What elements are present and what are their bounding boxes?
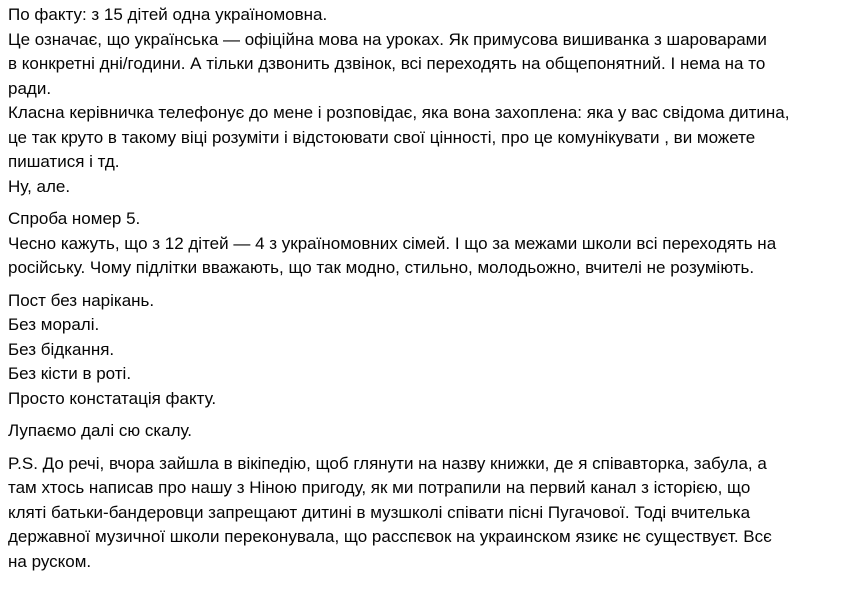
text-line: державної музичної школи переконувала, що расспєвок на украинском язикє нє существуєт. Всє bbox=[8, 527, 772, 546]
text-line: Без моралі. bbox=[8, 315, 100, 334]
text-line: Спроба номер 5. bbox=[8, 209, 141, 228]
text-line: Без кісти в роті. bbox=[8, 364, 132, 383]
text-line: Лупаємо далі сю скалу. bbox=[8, 421, 193, 440]
text-line: Без бідкання. bbox=[8, 339, 115, 359]
text-line: Це означає, що українська — офіційна мова на уроках. Як примусова вишиванка з шароварами bbox=[8, 29, 767, 49]
text-line: Ну, але. bbox=[8, 176, 71, 196]
text-line: там хтось написав про нашу з Ніною пригоду, як ми потрапили на первий канал з історією, що bbox=[8, 478, 751, 497]
text-line: ради. bbox=[8, 78, 52, 98]
text-line: це так круто в такому віці розуміти і відстоювати свої цінності, про це комунікувати , ви можете bbox=[8, 127, 756, 147]
text-line: Просто констатація факту. bbox=[8, 388, 217, 408]
text-line: Класна керівничка телефонує до мене і розповідає, яка вона захоплена: яка у вас свідома дитина, bbox=[8, 103, 790, 122]
text-line: пишатися і тд. bbox=[8, 152, 120, 171]
text-line: Чесно кажуть, що з 12 дітей — 4 з україномовних сімей. І що за межами школи всі переходять на bbox=[8, 233, 777, 253]
paragraph-closing bbox=[8, 419, 852, 444]
text-line: в конкретні дні/години. А тільки дзвонить дзвінок, всі переходять на общепонятний. І нема на то bbox=[8, 54, 766, 73]
paragraph-attempt bbox=[8, 207, 852, 281]
text-line: По факту: з 15 дітей одна україномовна. bbox=[8, 5, 328, 24]
text-line: кляті батьки-бандеровци запрещают дитині в музшколі співати пісні Пугачової. Тоді вчителька bbox=[8, 502, 751, 522]
text-line: Пост без нарікань. bbox=[8, 290, 155, 310]
text-line: російську. Чому підлітки вважають, що так модно, стильно, молодьожно, вчителі не розуміють. bbox=[8, 258, 755, 277]
paragraph-intro bbox=[8, 3, 852, 199]
text-line: на руском. bbox=[8, 551, 92, 571]
paragraph-postscript bbox=[8, 452, 852, 575]
text-line: P.S. До речі, вчора зайшла в вікіпедію, щоб глянути на назву книжки, де я співавторка, забула, а bbox=[8, 453, 767, 473]
paragraph-statement bbox=[8, 289, 852, 412]
